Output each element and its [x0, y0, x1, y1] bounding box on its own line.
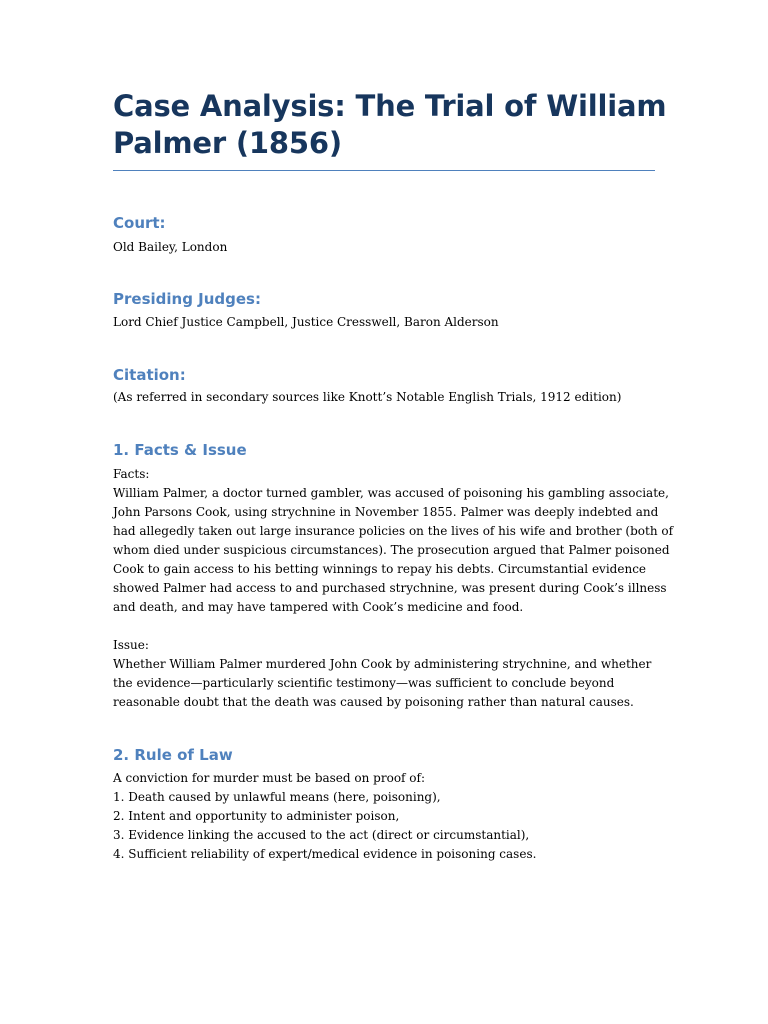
- facts-line: and death, and may have tampered with Cook’s medicine and food.: [113, 600, 524, 614]
- rule-item: 2. Intent and opportunity to administer poison,: [113, 809, 400, 823]
- facts-issue-heading: 1. Facts & Issue: [113, 441, 247, 459]
- title-line-1: Case Analysis: The Trial of William: [113, 89, 667, 123]
- citation-text: (As referred in secondary sources like Knott’s Notable English Trials, 1912 edition): [113, 390, 622, 404]
- rule-intro: A conviction for murder must be based on proof of:: [113, 771, 426, 785]
- facts-paragraph: [113, 465, 674, 617]
- facts-line: showed Palmer had access to and purchased strychnine, was present during Cook’s illness: [113, 581, 667, 595]
- court-text: Old Bailey, London: [113, 240, 228, 254]
- rule-item: 1. Death caused by unlawful means (here, poisoning),: [113, 790, 441, 804]
- issue-paragraph: [113, 636, 657, 712]
- rule-item: 3. Evidence linking the accused to the act (direct or circumstantial),: [113, 828, 530, 842]
- issue-line: Whether William Palmer murdered John Cook by administering strychnine, and whether: [113, 657, 652, 671]
- citation-heading: Citation:: [113, 366, 186, 384]
- rule-of-law-list: [113, 769, 657, 864]
- facts-line: whom died under suspicious circumstances). The prosecution argued that Palmer poisoned: [113, 543, 670, 557]
- judges-text: Lord Chief Justice Campbell, Justice Cresswell, Baron Alderson: [113, 315, 499, 329]
- court-heading: Court:: [113, 214, 166, 232]
- facts-line: Cook to gain access to his betting winnings to repay his debts. Circumstantial evidence: [113, 562, 647, 576]
- issue-line: the evidence—particularly scientific testimony—was sufficient to conclude beyond: [113, 676, 615, 690]
- facts-line: had allegedly taken out large insurance policies on the lives of his wife and brother (both of: [113, 524, 674, 538]
- title-underline: [113, 170, 655, 171]
- rule-item: 4. Sufficient reliability of expert/medical evidence in poisoning cases.: [113, 847, 537, 861]
- facts-label: Facts:: [113, 467, 150, 481]
- facts-line: William Palmer, a doctor turned gambler, was accused of poisoning his gambling associate,: [113, 486, 669, 500]
- facts-line: John Parsons Cook, using strychnine in November 1855. Palmer was deeply indebted and: [113, 505, 659, 519]
- issue-label: Issue:: [113, 638, 149, 652]
- document-page: [113, 88, 674, 861]
- judges-heading: Presiding Judges:: [113, 290, 261, 308]
- issue-line: reasonable doubt that the death was caused by poisoning rather than natural causes.: [113, 695, 634, 709]
- title-line-2: Palmer (1856): [113, 126, 342, 160]
- rule-of-law-heading: 2. Rule of Law: [113, 746, 233, 764]
- document-title: [113, 88, 667, 170]
